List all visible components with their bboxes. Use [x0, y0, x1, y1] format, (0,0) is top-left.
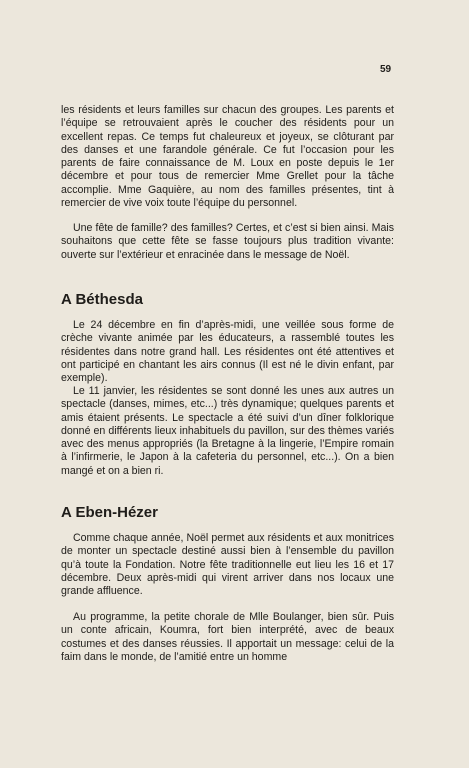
- page-number: 59: [380, 64, 392, 75]
- paragraph-bethesda-january-show: Le 11 janvier, les résidentes se sont donné les unes aux autres un spectacle (danses, mimes, etc...) très dynamique; quelques parents et amis étaient présents. Le spectacle a été suivi d’un dîner folklorique donné en différents lieux inhabituels du pavillon, sur des thèmes variés avec des menus appropriés (la Bretagne à la lingerie, l’Empire romain à l’infirmerie, le Japon à la cafeteria du personnel, etc...). On a bien mangé et on a bien ri.: [61, 385, 394, 477]
- paragraph-eben-hezer-show: Comme chaque année, Noël permet aux résidents et aux monitrices de monter un spectacle destiné aussi bien à l’ensemble du pavillon qu’à toute la Fondation. Notre fête traditionnelle eut lieu les 16 et 17 décembre. Deux après-midi qui virent arriver dans nos locaux une grande affluence.: [61, 532, 394, 598]
- paragraph-family-celebration: Une fête de famille? des familles? Certes, et c’est si bien ainsi. Mais souhaitons que cette fête se fasse toujours plus tradition vivante: ouverte sur l’extérieur et enracinée dans le message de Noël.: [61, 222, 394, 261]
- paragraph-eben-hezer-program: Au programme, la petite chorale de Mlle Boulanger, bien sûr. Puis un conte africain, Koumra, fort bien interprété, avec de beaux costumes et des danses réussies. Il apportait un message: celui de la faim dans le monde, de l’amitié entre un homme: [61, 611, 394, 663]
- paragraph-bethesda-christmas-eve: Le 24 décembre en fin d’après-midi, une veillée sous forme de crèche vivante animée par les éducateurs, a rassemblé toutes les résidentes dans notre grand hall. Les résidentes ont été attentives et ont participé en chantant les airs connus (Il est né le divin enfant, par exemple).: [61, 319, 394, 385]
- section-heading-bethesda: A Béthesda: [61, 291, 143, 308]
- section-heading-eben-hezer: A Eben-Hézer: [61, 504, 158, 521]
- paragraph-family-dinner: les résidents et leurs familles sur chacun des groupes. Les parents et l’équipe se retrouvaient après le coucher des résidents pour un excellent repas. Ce temps fut chaleureux et joyeux, se clôturant par des danses et une farandole générale. Ce fut l’occasion pour les parents de faire connaissance de M. Loux en poste depuis le 1er décembre et pour tous de remercier Mme Grellet pour la tâche accomplie. Mme Gaquière, au nom des familles présentes, tint à remercier de vive voix toute l’équipe du personnel.: [61, 104, 394, 210]
